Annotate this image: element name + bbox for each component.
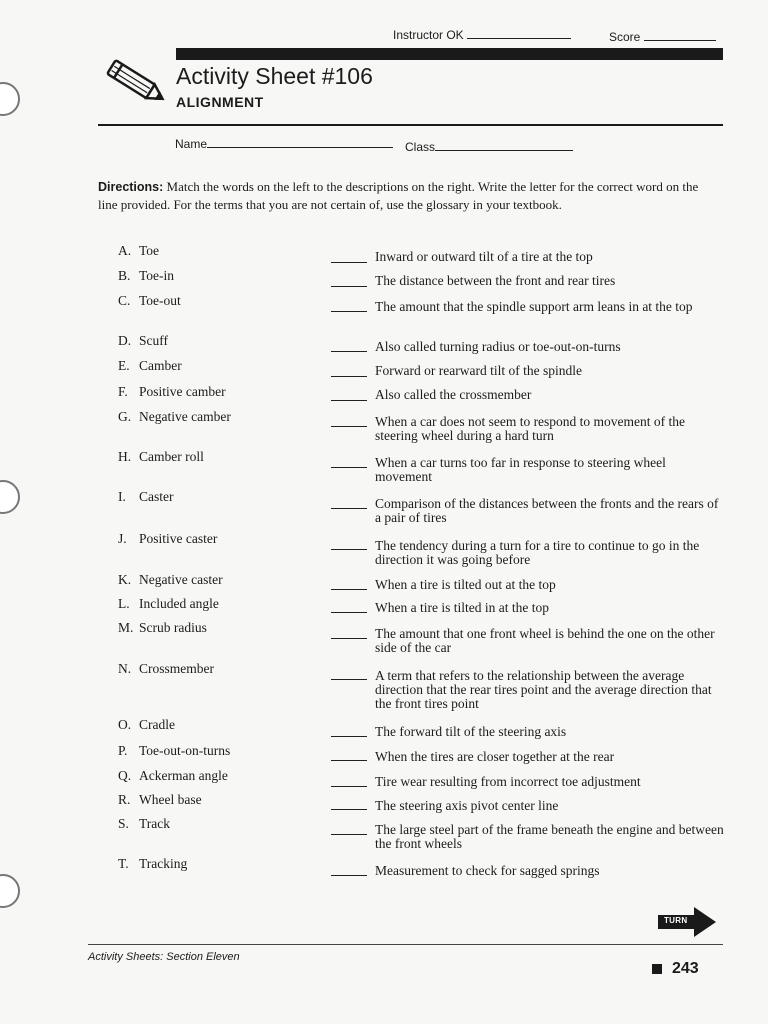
term-label: Toe-in: [139, 268, 175, 283]
answer-blank[interactable]: [331, 638, 367, 639]
description-item: When a tire is tilted in at the top: [375, 600, 549, 615]
binder-hole: [0, 82, 20, 116]
description-item: The large steel part of the frame beneath the engine and between the front wheels: [375, 822, 724, 851]
term-label: Negative camber: [139, 409, 231, 424]
term-item: [118, 489, 174, 505]
term-letter: H.: [118, 449, 132, 464]
term-item: [118, 572, 223, 588]
description-item: Inward or outward tilt of a tire at the top: [375, 249, 593, 264]
term-label: Scrub radius: [139, 620, 207, 635]
term-label: Toe: [139, 243, 160, 258]
term-label: Caster: [139, 489, 174, 504]
sheet-subtitle: ALIGNMENT: [176, 94, 264, 110]
term-letter: E.: [118, 358, 130, 373]
answer-blank[interactable]: [331, 612, 367, 613]
answer-blank[interactable]: [331, 508, 367, 509]
sheet-title: Activity Sheet #106: [176, 63, 373, 89]
term-item: [118, 243, 159, 259]
description-item: The amount that one front wheel is behind the one on the other side of the car: [375, 626, 715, 655]
term-label: Track: [139, 816, 171, 831]
term-letter: B.: [118, 268, 131, 283]
term-item: [118, 293, 181, 309]
description-item: The distance between the front and rear tires: [375, 273, 616, 288]
term-label: Tracking: [139, 856, 188, 871]
instructor-ok-field: [393, 28, 571, 42]
answer-blank[interactable]: [331, 834, 367, 835]
turn-label: TURN: [664, 916, 688, 925]
term-label: Cradle: [139, 717, 175, 732]
term-item: [118, 449, 204, 465]
name-field: [175, 137, 393, 151]
description-item: When the tires are closer together at the rear: [375, 749, 615, 764]
term-item: [118, 792, 202, 808]
term-label: Included angle: [139, 596, 219, 611]
description-item: Also called the crossmember: [375, 387, 532, 402]
directions-text: Match the words on the left to the descriptions on the right. Write the letter for the correct word on the line provided. For the terms that you are not certain of, use the glossary in your textbook.: [98, 179, 699, 212]
instructor-ok-line[interactable]: [467, 37, 571, 39]
term-letter: G.: [118, 409, 132, 424]
description-item: A term that refers to the relationship between the average direction that the rear tires point and the average direction that the front tires point: [375, 668, 712, 711]
directions-label: Directions:: [98, 180, 164, 194]
answer-blank[interactable]: [331, 786, 367, 787]
header-rule: [98, 124, 723, 126]
description-item: Also called turning radius or toe-out-on-turns: [375, 339, 621, 354]
term-item: [118, 743, 230, 759]
term-item: [118, 856, 187, 872]
term-letter: M.: [118, 620, 134, 635]
term-item: [118, 620, 207, 636]
answer-blank[interactable]: [331, 351, 367, 352]
term-letter: C.: [118, 293, 131, 308]
term-letter: O.: [118, 717, 132, 732]
answer-blank[interactable]: [331, 809, 367, 810]
term-label: Toe-out-on-turns: [139, 743, 231, 758]
term-item: [118, 358, 182, 374]
term-letter: T.: [118, 856, 129, 871]
binder-hole: [0, 480, 20, 514]
term-item: [118, 717, 175, 733]
description-item: Forward or rearward tilt of the spindle: [375, 363, 582, 378]
answer-blank[interactable]: [331, 760, 367, 761]
answer-blank[interactable]: [331, 286, 367, 287]
term-item: [118, 333, 168, 349]
page-number-text: 243: [672, 960, 699, 977]
term-label: Camber roll: [139, 449, 204, 464]
term-label: Crossmember: [139, 661, 214, 676]
class-field: [405, 140, 573, 154]
description-item: The tendency during a turn for a tire to continue to go in the direction it was going before: [375, 538, 700, 567]
term-label: Positive caster: [139, 531, 218, 546]
description-item: The amount that the spindle support arm leans in at the top: [375, 299, 693, 314]
square-bullet-icon: [652, 964, 662, 974]
term-item: [118, 531, 217, 547]
answer-blank[interactable]: [331, 679, 367, 680]
description-item: When a car turns too far in response to steering wheel movement: [375, 455, 666, 484]
term-item: [118, 409, 231, 425]
score-field: [609, 30, 716, 44]
name-label: Name: [175, 137, 208, 151]
answer-blank[interactable]: [331, 736, 367, 737]
answer-blank[interactable]: [331, 467, 367, 468]
term-letter: I.: [118, 489, 126, 504]
term-item: [118, 661, 214, 677]
pencil-icon: [100, 56, 170, 112]
term-label: Toe-out: [139, 293, 181, 308]
term-item: [118, 384, 226, 400]
directions: [98, 178, 710, 213]
answer-blank[interactable]: [331, 311, 367, 312]
header-bar: [176, 48, 723, 60]
class-line[interactable]: [435, 149, 573, 151]
description-item: Measurement to check for sagged springs: [375, 863, 600, 878]
answer-blank[interactable]: [331, 589, 367, 590]
footer-section: Activity Sheets: Section Eleven: [88, 951, 240, 963]
term-label: Ackerman angle: [139, 768, 228, 783]
term-label: Positive camber: [139, 384, 226, 399]
description-item: When a car does not seem to respond to movement of the steering wheel during a hard turn: [375, 414, 686, 443]
binder-hole: [0, 874, 20, 908]
term-item: [118, 816, 170, 832]
answer-blank[interactable]: [331, 426, 367, 427]
instructor-ok-label: Instructor OK: [393, 28, 464, 42]
term-letter: F.: [118, 384, 128, 399]
term-item: [118, 268, 174, 284]
term-letter: Q.: [118, 768, 132, 783]
term-letter: R.: [118, 792, 131, 807]
term-label: Camber: [139, 358, 182, 373]
term-letter: P.: [118, 743, 128, 758]
term-label: Negative caster: [139, 572, 223, 587]
description-item: When a tire is tilted out at the top: [375, 577, 556, 592]
term-item: [118, 596, 219, 612]
answer-blank[interactable]: [331, 376, 367, 377]
term-label: Wheel base: [139, 792, 202, 807]
class-label: Class: [405, 140, 436, 154]
footer-rule: [88, 944, 723, 945]
answer-blank[interactable]: [331, 549, 367, 550]
name-line[interactable]: [207, 146, 393, 148]
term-letter: N.: [118, 661, 132, 676]
description-item: Comparison of the distances between the fronts and the rears of a pair of tires: [375, 496, 719, 525]
score-label: Score: [609, 30, 641, 44]
description-item: The steering axis pivot center line: [375, 798, 559, 813]
turn-page-indicator: [658, 907, 716, 937]
term-label: Scuff: [139, 333, 168, 348]
answer-blank[interactable]: [331, 400, 367, 401]
term-letter: S.: [118, 816, 129, 831]
answer-blank[interactable]: [331, 875, 367, 876]
score-line[interactable]: [644, 39, 716, 41]
term-item: [118, 768, 228, 784]
term-letter: K.: [118, 572, 132, 587]
description-item: Tire wear resulting from incorrect toe adjustment: [375, 774, 641, 789]
term-letter: D.: [118, 333, 132, 348]
page-number: [652, 960, 699, 978]
description-item: The forward tilt of the steering axis: [375, 724, 567, 739]
term-letter: J.: [118, 531, 127, 546]
term-letter: A.: [118, 243, 132, 258]
term-letter: L.: [118, 596, 130, 611]
answer-blank[interactable]: [331, 262, 367, 263]
